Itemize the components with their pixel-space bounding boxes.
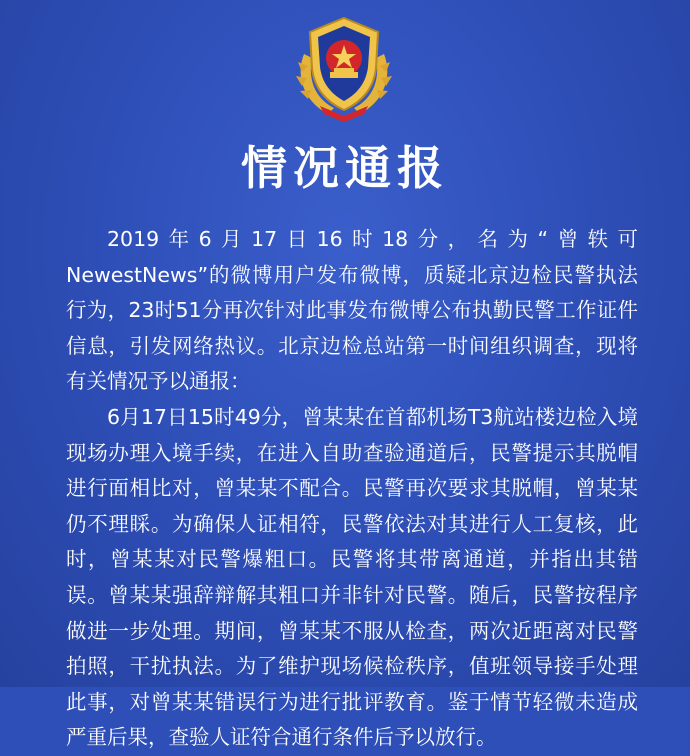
notice-title: 情况通报 — [241, 141, 449, 195]
notice-body — [66, 222, 638, 756]
police-emblem-icon — [290, 14, 398, 124]
paragraph: 2019年6月17日16时18分，名为“曾轶可NewestNews”的微博用户发布微博，质疑北京边检民警执法行为，23时51分再次针对此事发布微博公布执勤民警工作证件信息，引发网络热议。北京边检总站第一时间组织调查，现将有关情况予以通报： — [66, 227, 638, 394]
paragraph: 6月17日15时49分，曾某某在首都机场T3航站楼边检入境现场办理入境手续，在进入自助查验通道后，民警提示其脱帽进行面相比对，曾某某不配合。民警再次要求其脱帽，曾某某仍不理睬。为确保人证相符，民警依法对其进行人工复核，此时，曾某某对民警爆粗口。民警将其带离通道，并指出其错误。曾某某强辞辩解其粗口并非针对民警。随后，民警按程序做进一步处理。期间，曾某某不服从检查，两次近距离对民警拍照，干扰执法。为了维护现场候检秩序，值班领导接手处理此事，对曾某某错误行为进行批评教育。鉴于情节轻微未造成严重后果，查验人证符合通行条件后予以放行。 — [66, 404, 638, 750]
